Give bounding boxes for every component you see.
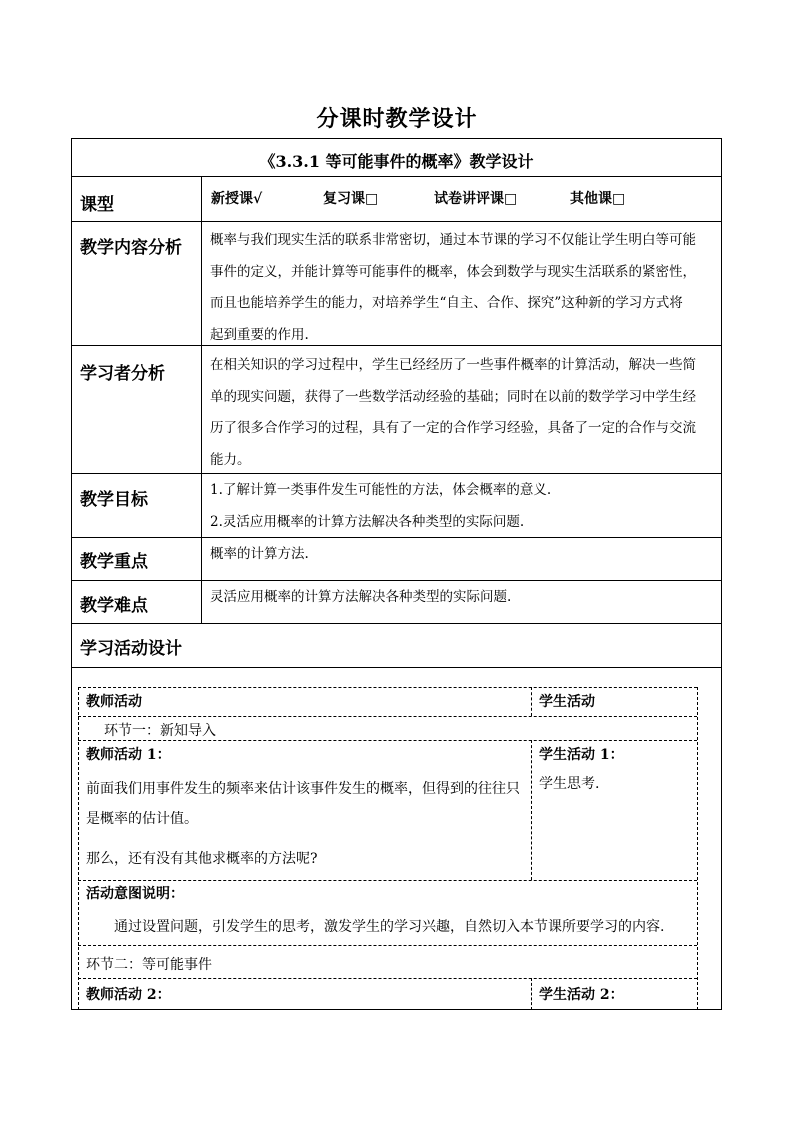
student-activity-1-text: 学生思考.: [539, 776, 600, 792]
row-divider: [71, 623, 722, 624]
teacher-activity-2-title: 教师活动 2：: [86, 987, 171, 1003]
learner-analysis-label: 学习者分析: [80, 364, 165, 384]
dashed-rule: [78, 978, 697, 979]
objectives-label: 教学目标: [80, 490, 148, 510]
key-points-text: 概率的计算方法.: [210, 546, 309, 562]
text-line: 2.灵活应用概率的计算方法解决各种类型的实际问题.: [210, 513, 525, 530]
doc-title: 《3.3.1 等可能事件的概率》教学设计: [259, 152, 534, 171]
text-line: 而且也能培养学生的能力，对培养学生“自主、合作、探究”这种新的学习方式将: [210, 295, 683, 311]
dashed-rule: [78, 716, 697, 717]
teacher-activity-1-title: 教师活动 1：: [86, 747, 171, 763]
lesson-type-label: 课型: [80, 195, 114, 215]
dashed-divider: [531, 740, 532, 880]
text-line: 历了很多合作学习的过程，具有了一定的合作学习经验，具备了一定的合作与交流: [210, 420, 696, 436]
text-line: 起到重要的作用.: [210, 326, 309, 343]
column-divider: [201, 176, 202, 623]
dashed-rule: [78, 945, 697, 946]
text-line: 1.了解计算一类事件发生可能性的方法，体会概率的意义.: [210, 482, 552, 498]
lesson-type-exam-review: 试卷讲评课□: [434, 191, 518, 207]
section-one-title: 环节一：新知导入: [104, 723, 216, 739]
objectives-text: [210, 475, 720, 538]
teacher-activity-header: 教师活动: [86, 694, 142, 710]
row-divider: [71, 667, 722, 668]
student-activity-2-title: 学生活动 2：: [539, 987, 624, 1003]
student-activity-1-title: 学生活动 1：: [539, 747, 624, 763]
difficulties-text: 灵活应用概率的计算方法解决各种类型的实际问题.: [210, 589, 512, 605]
row-divider: [71, 176, 722, 177]
intent-title: 活动意图说明：: [86, 886, 184, 902]
teacher-activity-1-line: 前面我们用事件发生的频率来估计该事件发生的概率，但得到的往往只: [86, 781, 520, 797]
activity-design-label: 学习活动设计: [80, 639, 182, 659]
text-line: 单的现实问题，获得了一些数学活动经验的基础；同时在以前的数学学习中学生经: [210, 388, 696, 405]
text-line: 能力。: [210, 451, 251, 468]
row-divider: [71, 580, 722, 581]
dashed-rule: [78, 687, 697, 688]
dashed-divider: [531, 978, 532, 1010]
lesson-type-other: 其他课□: [570, 191, 626, 207]
text-line: 在相关知识的学习过程中，学生已经经历了一些事件概率的计算活动，解决一些简: [210, 357, 696, 373]
lesson-type-review: 复习课□: [323, 191, 379, 207]
section-two-title: 环节二：等可能事件: [86, 957, 212, 973]
dashed-divider: [531, 687, 532, 716]
teacher-activity-1-line: 那么，还有没有其他求概率的方法呢?: [86, 851, 318, 867]
teacher-activity-1-line: 是概率的估计值。: [86, 811, 198, 827]
key-points-label: 教学重点: [80, 552, 148, 572]
row-divider: [71, 221, 722, 222]
text-line: 概率与我们现实生活的联系非常密切，通过本节课的学习不仅能让学生明白等可能: [210, 232, 696, 248]
content-analysis-text: [210, 225, 720, 351]
dashed-rule: [78, 880, 697, 881]
intent-text: 通过设置问题，引发学生的思考，激发学生的学习兴趣，自然切入本节课所要学习的内容.: [114, 919, 665, 935]
dashed-border: [78, 687, 79, 1010]
student-activity-header: 学生活动: [539, 694, 595, 710]
lesson-type-new: 新授课√: [211, 191, 263, 207]
learner-analysis-text: [210, 350, 720, 476]
dashed-border: [697, 687, 698, 1010]
dashed-rule: [78, 740, 697, 741]
page-title: 分课时教学设计: [316, 106, 478, 132]
text-line: 事件的定义，并能计算等可能事件的概率，体会到数学与现实生活联系的紧密性，: [210, 263, 696, 280]
difficulties-label: 教学难点: [80, 596, 148, 616]
content-analysis-label: 教学内容分析: [80, 238, 182, 258]
